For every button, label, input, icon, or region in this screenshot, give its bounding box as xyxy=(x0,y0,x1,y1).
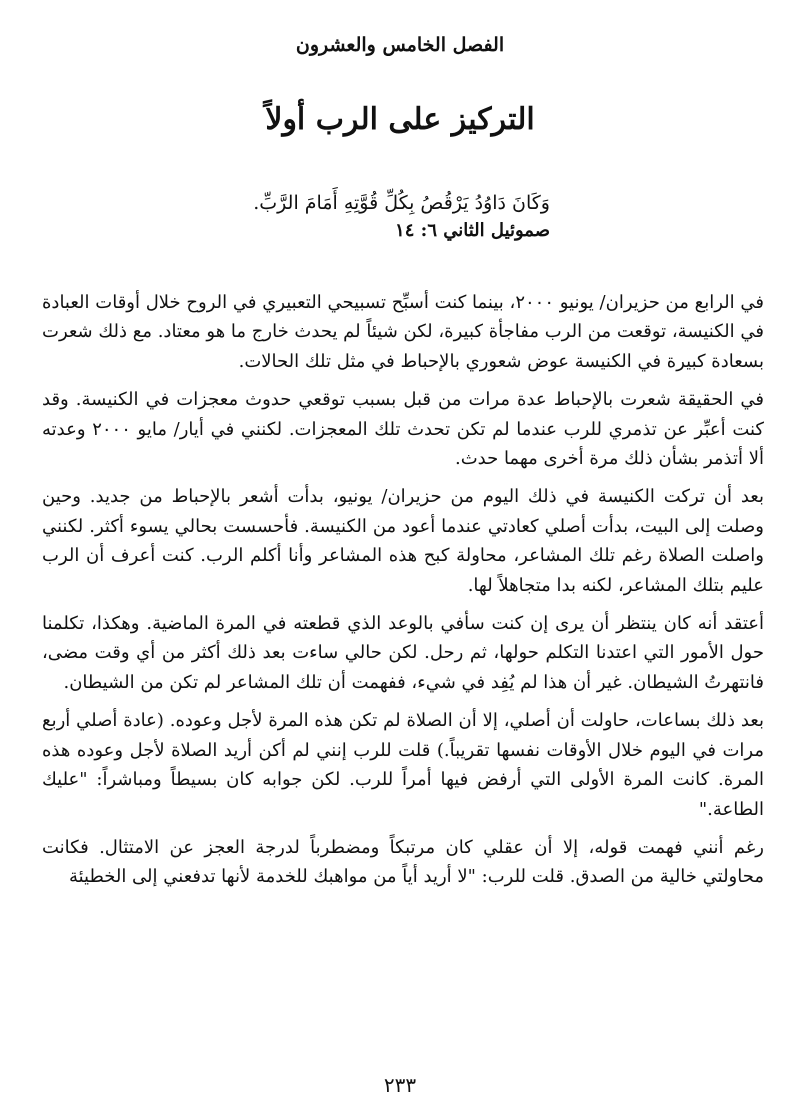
chapter-title: التركيز على الرب أولاً xyxy=(265,102,535,137)
body-text xyxy=(42,288,764,901)
epigraph-verse: وَكَانَ دَاوُدُ يَرْقُصُ بِكُلِّ قُوَّتِهِ أَمَامَ الرَّبِّ. xyxy=(253,192,550,214)
paragraph: أعتقد أنه كان ينتظر أن يرى إن كنت سأفي بالوعد الذي قطعته في المرة الماضية. وهكذا، تكلمنا حول الأمور التي اعتدنا التكلم حولها، ثم رحل. لكن حالي ساءت بعد ذلك أكثر من أي وقت مضى، فانتهرتُ الشيطان. غير أن هذا لم يُفِد في شيء، ففهمت أن تلك المشاعر لم تكن من الشيطان. xyxy=(42,613,764,693)
paragraph: في الرابع من حزيران/ يونيو ٢٠٠٠، بينما كنت أسبِّح تسبيحي التعبيري في الروح خلال أوقات العبادة في الكنيسة، توقعت من الرب مفاجأة كبيرة، لكن شيئاً لم يحدث خارج ما هو معتاد. مع ذلك شعرت بسعادة كبيرة في الكنيسة عوض شعوري بالإحباط في مثل تلك الحالات. xyxy=(42,292,764,372)
chapter-label: الفصل الخامس والعشرون xyxy=(295,34,505,56)
page-number: ٢٣٣ xyxy=(383,1073,417,1097)
epigraph-reference: صموئيل الثاني ٦: ١٤ xyxy=(395,220,550,241)
paragraph: بعد أن تركت الكنيسة في ذلك اليوم من حزيران/ يونيو، بدأت أشعر بالإحباط من جديد. وحين وصلت إلى البيت، بدأت أصلي كعادتي عندما أعود من الكنيسة. فأحسست بحالي يسوء أكثر. لكنني واصلت الصلاة رغم تلك المشاعر، محاولة كبح هذه المشاعر وأنا أكلم الرب. كنت أعرف أن الرب عليم بتلك المشاعر، لكنه بدا متجاهلاً لها. xyxy=(42,486,764,596)
paragraph: بعد ذلك بساعات، حاولت أن أصلي، إلا أن الصلاة لم تكن هذه المرة لأجل وعوده. (عادة أصلي أربع مرات في اليوم خلال الأوقات نفسها تقريباً.) قلت للرب إنني لم أكن أريد الصلاة لأجل وعوده هذه المرة. كانت المرة الأولى التي أرفض فيها أمراً للرب. لكن جوابه كان بسيطاً ومباشراً: "عليك الطاعة." xyxy=(42,710,764,820)
epigraph xyxy=(250,188,550,244)
paragraph: رغم أنني فهمت قوله، إلا أن عقلي كان مرتبكاً ومضطرباً لدرجة العجز عن الامتثال. فكانت محاولتي خالية من الصدق. قلت للرب: "لا أريد أياً من مواهبك للخدمة لأنها تدفعني إلى الخطيئة xyxy=(42,836,764,888)
paragraph: في الحقيقة شعرت بالإحباط عدة مرات من قبل بسبب توقعي حدوث معجزات في الكنيسة. وقد كنت أعبِّر عن تذمري للرب عندما لم تكن تحدث تلك المعجزات. لكنني في أيار/ مايو ٢٠٠٠ وعدته ألا أتذمر بشأن ذلك مرة أخرى مهما حدث. xyxy=(42,389,765,470)
